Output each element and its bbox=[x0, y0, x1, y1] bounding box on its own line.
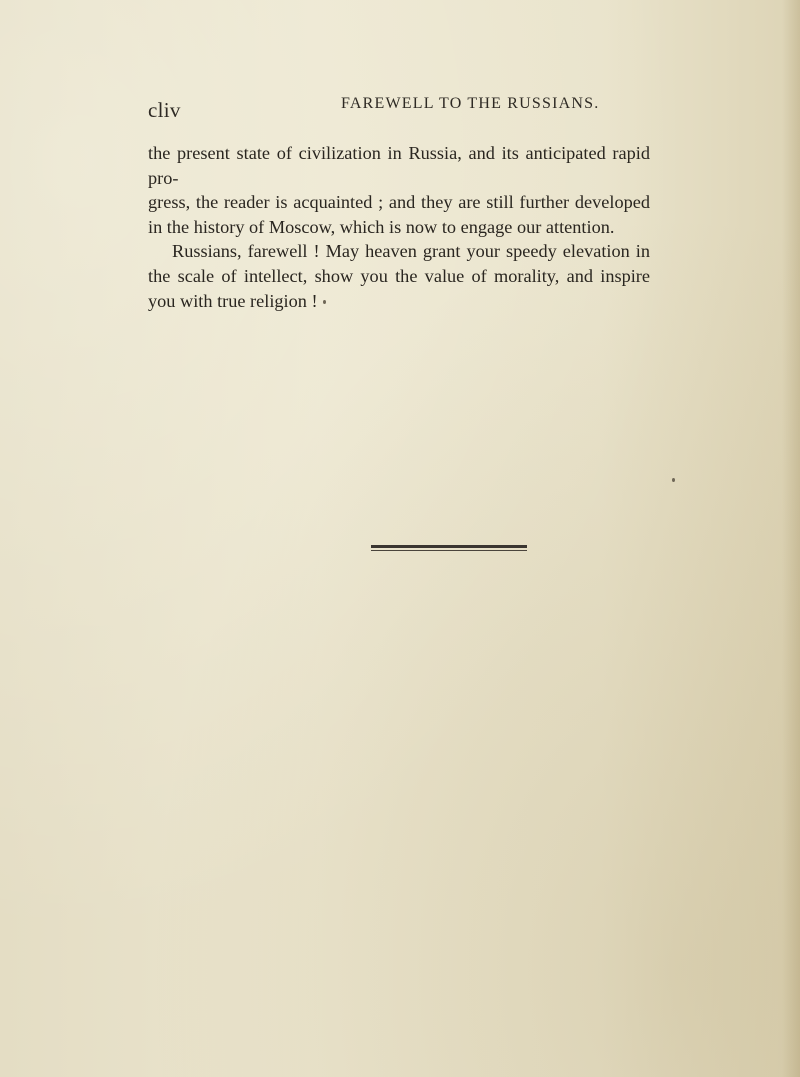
page-number: cliv bbox=[148, 98, 181, 122]
text-line: Russians, farewell ! May heaven grant your speedy elevation in bbox=[172, 241, 650, 262]
page-header bbox=[148, 92, 658, 132]
rule-thick bbox=[371, 545, 527, 548]
section-end-rule bbox=[371, 545, 527, 551]
body-text bbox=[148, 141, 650, 313]
running-head: FAREWELL TO THE RUSSIANS. bbox=[341, 95, 600, 112]
ink-speck bbox=[323, 300, 326, 304]
text-line: the scale of intellect, show you the value of morality, and inspire bbox=[148, 265, 650, 286]
ink-speck bbox=[672, 478, 675, 482]
rule-thin bbox=[371, 550, 527, 551]
text-line: in the history of Moscow, which is now to engage our attention. bbox=[148, 216, 615, 237]
text-line: the present state of civilization in Russia, and its anticipated rapid pro- bbox=[148, 143, 650, 188]
page-edge-shadow bbox=[782, 0, 800, 1077]
text-line: you with true religion ! bbox=[148, 290, 318, 311]
text-line: gress, the reader is acquainted ; and they are still further developed bbox=[148, 192, 650, 213]
